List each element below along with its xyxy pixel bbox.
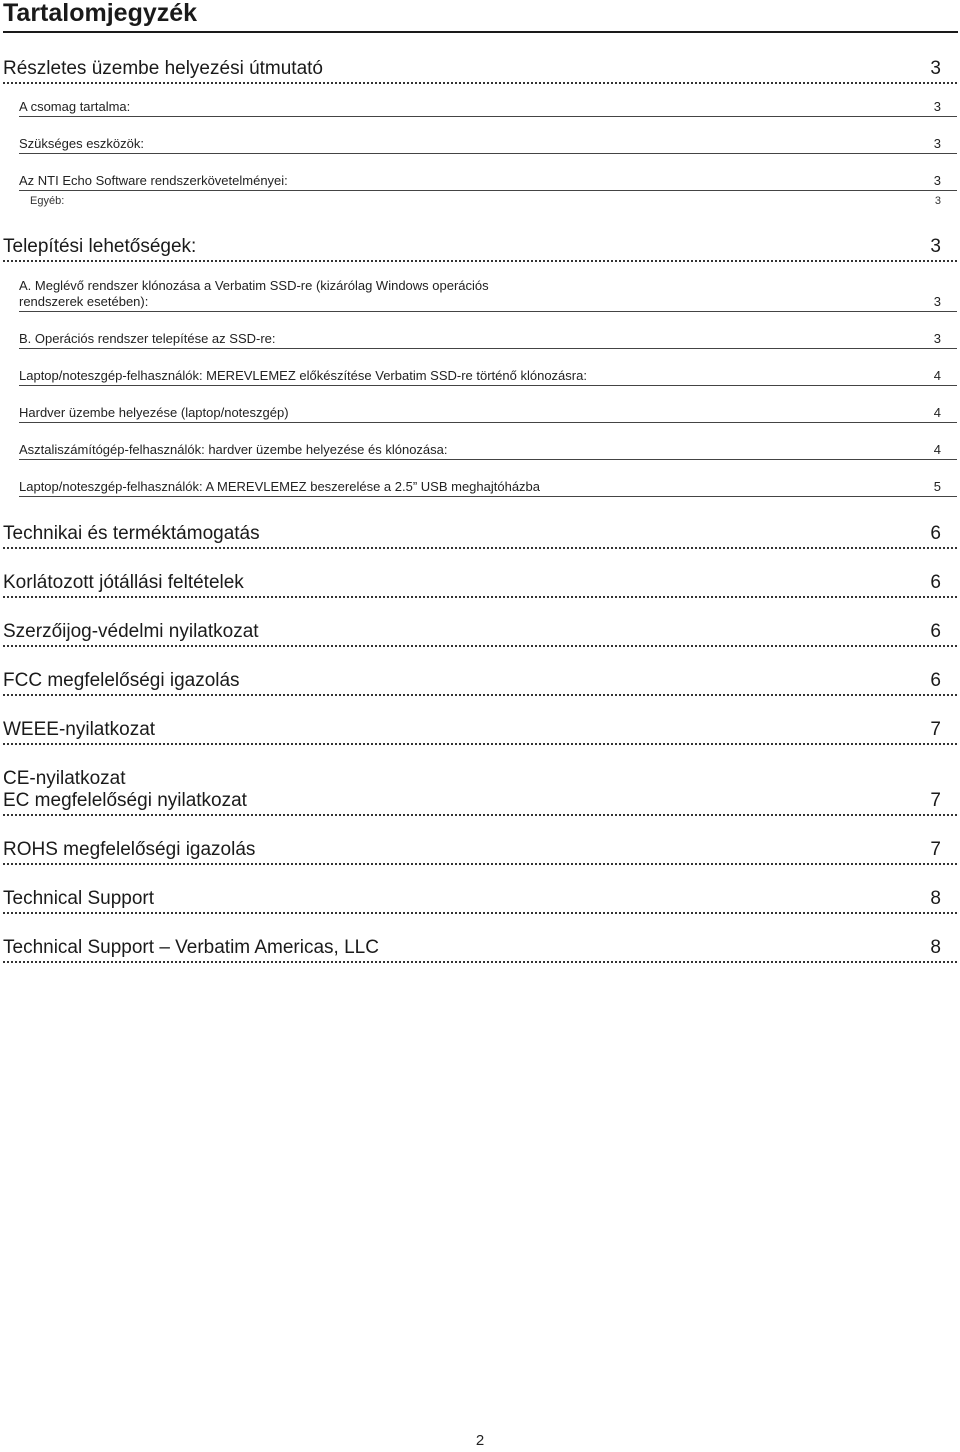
- toc-entry-page: 4: [933, 368, 941, 383]
- toc-entry-text: Laptop/noteszgép-felhasználók: A MEREVLEMEZ beszerelése a 2.5” USB meghajtóházba: [19, 479, 541, 494]
- toc-entry-hardver-laptop[interactable]: [19, 405, 957, 423]
- toc-entry-text: WEEE-nyilatkozat: [3, 719, 156, 740]
- toc-entry-page: 4: [933, 442, 941, 457]
- toc-entry-text: CE-nyilatkozat EC megfelelőségi nyilatkozat: [3, 768, 247, 811]
- toc-entry-klonozas-a[interactable]: [19, 278, 957, 312]
- toc-entry-laptop-usb[interactable]: [19, 479, 957, 497]
- toc-entry-page: 3: [934, 195, 941, 207]
- toc-entry-text: Egyéb:: [30, 195, 65, 207]
- toc-entry-page: 4: [933, 405, 941, 420]
- toc-entry-page: 3: [933, 99, 941, 114]
- toc-entry-page: 3: [933, 173, 941, 188]
- toc-entry-text: Az NTI Echo Software rendszerkövetelményei:: [19, 173, 288, 188]
- toc-entry-page: 6: [930, 572, 941, 593]
- toc-entry-page: 3: [933, 294, 941, 309]
- toc-entry-rohs[interactable]: [3, 839, 957, 865]
- toc-entry-eszkozok[interactable]: [19, 136, 957, 154]
- toc-entry-asztali[interactable]: [19, 442, 957, 460]
- toc-entry-text: Telepítési lehetőségek:: [3, 236, 197, 257]
- toc-entry-fcc[interactable]: [3, 670, 957, 696]
- toc-entry-page: 6: [930, 621, 941, 642]
- toc-entry-text: A csomag tartalma:: [19, 99, 131, 114]
- toc-entry-page: 8: [930, 888, 941, 909]
- toc-entry-text: Szerzőijog-védelmi nyilatkozat: [3, 621, 259, 642]
- toc-entry-page: 8: [930, 937, 941, 958]
- page-title: Tartalomjegyzék: [3, 0, 198, 27]
- toc-entry-szerzoi[interactable]: [3, 621, 957, 647]
- toc-entry-page: 3: [933, 136, 941, 151]
- toc-entry-text: ROHS megfelelőségi igazolás: [3, 839, 256, 860]
- toc-entry-text: Technical Support – Verbatim Americas, LLC: [3, 937, 379, 958]
- toc-entry-text: Asztaliszámítógép-felhasználók: hardver üzembe helyezése és klónozása:: [19, 442, 448, 457]
- toc-entry-text: A. Meglévő rendszer klónozása a Verbatim SSD-re (kizárólag Windows operációs rendszerek esetében):: [19, 278, 489, 309]
- toc-entry-csomag[interactable]: [19, 99, 957, 117]
- toc-entry-page: 6: [930, 670, 941, 691]
- toc-entry-text: Hardver üzembe helyezése (laptop/noteszgép): [19, 405, 289, 420]
- toc-entry-page: 7: [930, 790, 941, 811]
- toc-entry-laptop-merevlemez[interactable]: [19, 368, 957, 386]
- toc-entry-text: B. Operációs rendszer telepítése az SSD-re:: [19, 331, 276, 346]
- toc-entry-text: Technical Support: [3, 888, 155, 909]
- toc-entry-page: 7: [930, 839, 941, 860]
- toc-entry-telepitesi[interactable]: [3, 236, 957, 262]
- toc-entry-text: Laptop/noteszgép-felhasználók: MEREVLEMEZ előkészítése Verbatim SSD-re történő klónozásra:: [19, 368, 587, 383]
- toc-entry-text: Szükséges eszközök:: [19, 136, 145, 151]
- toc-entry-rendszerkovetelmenyek[interactable]: [19, 173, 957, 191]
- toc-entry-korlatozott[interactable]: [3, 572, 957, 598]
- page-number: 2: [475, 1432, 485, 1449]
- toc-entry-reszletes[interactable]: [3, 58, 957, 84]
- toc-entry-page: 3: [930, 236, 941, 257]
- toc-entry-text: Részletes üzembe helyezési útmutató: [3, 58, 323, 79]
- toc-entry-page: 3: [930, 58, 941, 79]
- title-rule: [3, 31, 958, 33]
- toc-entry-telepites-b[interactable]: [19, 331, 957, 349]
- toc-entry-text: FCC megfelelőségi igazolás: [3, 670, 240, 691]
- toc-entry-egyeb[interactable]: [30, 194, 941, 208]
- toc-entry-technikai[interactable]: [3, 523, 957, 549]
- toc-entry-text: Technikai és terméktámogatás: [3, 523, 260, 544]
- toc-entry-technical-support-americas[interactable]: [3, 937, 957, 963]
- toc-entry-page: 7: [930, 719, 941, 740]
- toc-entry-page: 3: [933, 331, 941, 346]
- toc-entry-weee[interactable]: [3, 719, 957, 745]
- toc-entry-page: 6: [930, 523, 941, 544]
- toc-entry-page: 5: [933, 479, 941, 494]
- toc-entry-text: Korlátozott jótállási feltételek: [3, 572, 244, 593]
- toc-entry-ce-ec[interactable]: [3, 768, 957, 816]
- toc-entry-technical-support[interactable]: [3, 888, 957, 914]
